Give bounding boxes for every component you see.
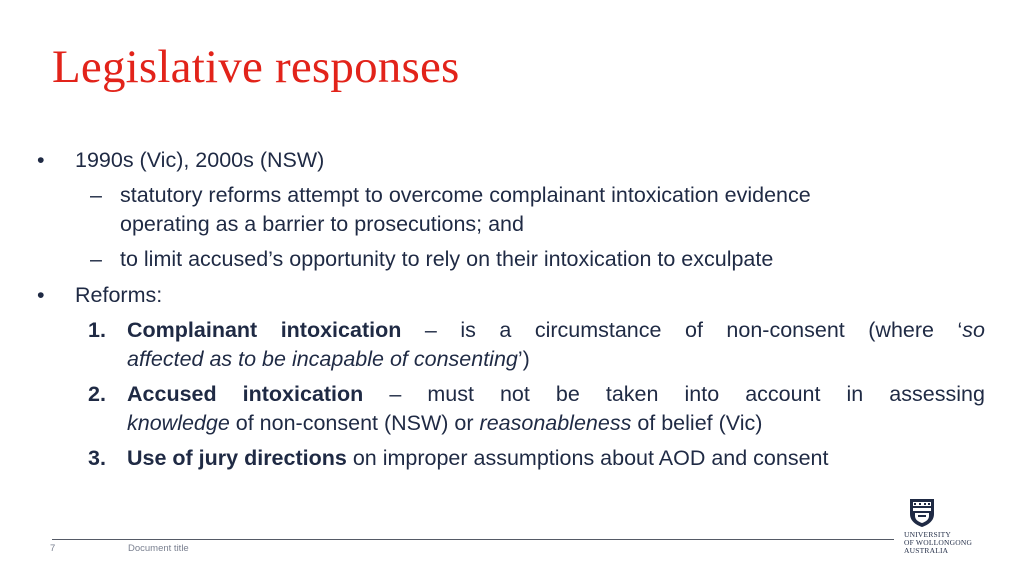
reform-2-italic-knowledge: knowledge [127,411,230,435]
reform-1-italic-phrase: affected as to be incapable of consenting [127,347,518,371]
reform-2-word: not [499,382,530,406]
bullet-dot: • [37,283,45,307]
reform-1-line-1 [127,315,985,345]
bullet-dot: • [37,148,45,172]
reform-number-1: 1. [88,318,106,342]
reform-1-word: non-consent [726,318,845,342]
reform-2-word: – [389,382,402,406]
bullet-reforms: Reforms: [75,283,163,307]
reform-2-line-2 [127,408,762,438]
reform-2-word: taken [605,382,659,406]
reform-1-line-2 [127,344,530,374]
reform-1-word: a [499,318,512,342]
reform-1-word [957,315,985,345]
sub-bullet-limit-accused: to limit accused’s opportunity to rely on their intoxication to exculpate [120,247,774,271]
logo-text-line: OF WOLLONGONG [904,538,973,547]
reform-2-word: Accused [127,382,217,406]
slide-title: Legislative responses [52,41,460,93]
reform-3-line [127,443,828,473]
reform-1-word: of [684,318,703,342]
reform-1-word: intoxication [280,318,402,342]
reform-2-italic-reasonableness: reasonableness [479,411,632,435]
university-logo [904,498,984,555]
reform-1-word: is [460,318,476,342]
logo-text-line: AUSTRALIA [904,546,949,555]
reform-1-word: circumstance [534,318,662,342]
reform-2-text: of non-consent (NSW) or [229,411,480,435]
page-number: 7 [50,543,56,554]
reform-1-word: (where [868,318,934,342]
sub-bullet-dash: – [90,183,102,207]
reform-2-word: be [555,382,580,406]
reform-1-quote: ‘ [957,318,963,342]
reform-2-text: of belief (Vic) [631,411,763,435]
reform-1-word: – [424,318,437,342]
reform-2-word: in [846,382,864,406]
reform-2-word: into [684,382,720,406]
sub-bullet-statutory-reforms-cont: operating as a barrier to prosecutions; and [120,212,524,236]
reform-2-word: account [745,382,821,406]
reform-2-word: assessing [889,382,985,406]
footer-divider [52,539,894,540]
university-crest-icon [909,498,935,528]
reform-3-text: on improper assumptions about AOD and consent [346,446,829,470]
document-title: Document title [128,543,189,554]
reform-number-3: 3. [88,446,106,470]
bullet-1990s: 1990s (Vic), 2000s (NSW) [75,148,325,172]
reform-2-word: intoxication [242,382,364,406]
reform-1-italic-word: so [962,318,985,342]
reform-1-word: Complainant [127,318,258,342]
reform-number-2: 2. [88,382,106,406]
logo-text-line: UNIVERSITY [904,530,951,539]
reform-2-word: must [427,382,474,406]
reform-3-bold: Use of jury directions [127,446,347,470]
reform-1-close-quote: ’) [517,347,530,371]
sub-bullet-statutory-reforms: statutory reforms attempt to overcome complainant intoxication evidence [120,183,811,207]
sub-bullet-dash: – [90,247,102,271]
reform-2-line-1 [127,379,985,409]
